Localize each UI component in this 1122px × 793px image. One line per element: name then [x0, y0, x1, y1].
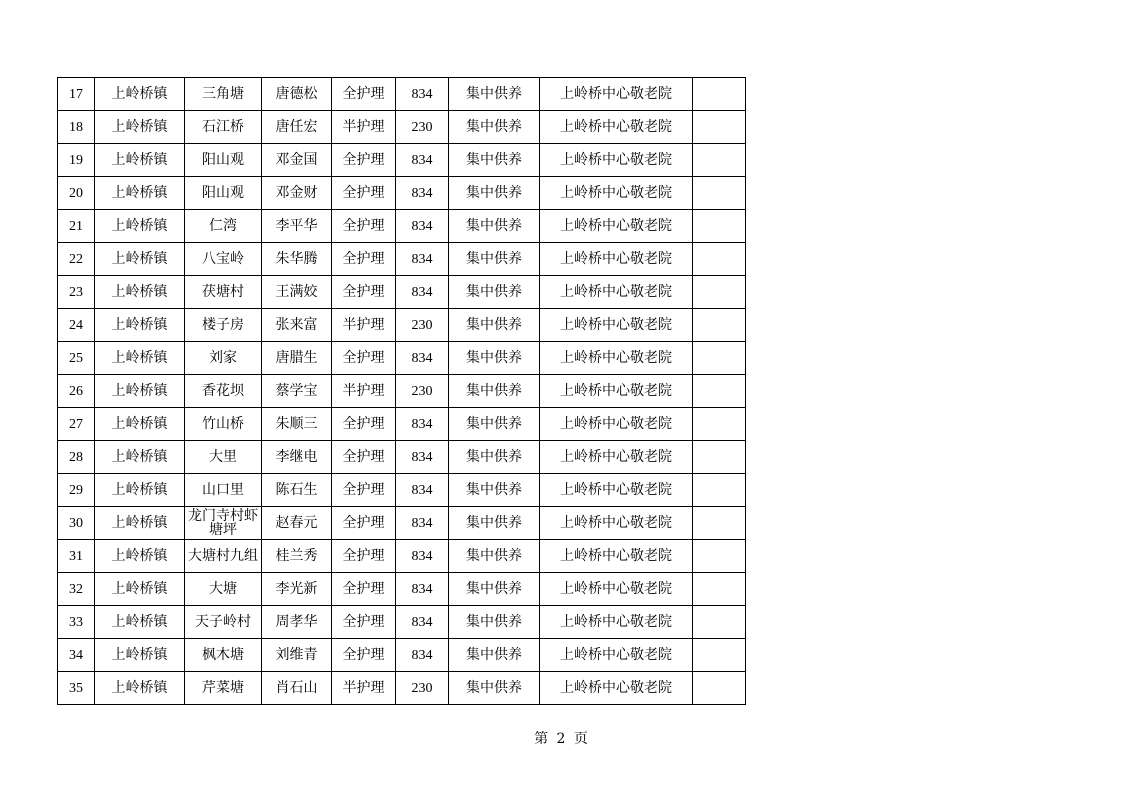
cell-town: 上岭桥镇 — [95, 639, 185, 672]
cell-support-mode: 集中供养 — [449, 210, 540, 243]
cell-serial-number: 22 — [58, 243, 95, 276]
cell-person-name: 李光新 — [262, 573, 332, 606]
cell-serial-number: 21 — [58, 210, 95, 243]
cell-person-name: 唐德松 — [262, 78, 332, 111]
cell-village: 大里 — [185, 441, 262, 474]
cell-care-level: 半护理 — [332, 375, 396, 408]
cell-institution: 上岭桥中心敬老院 — [540, 573, 693, 606]
cell-person-name: 桂兰秀 — [262, 540, 332, 573]
cell-support-mode: 集中供养 — [449, 243, 540, 276]
beneficiary-table — [57, 77, 746, 705]
cell-remark — [693, 342, 746, 375]
cell-person-name: 陈石生 — [262, 474, 332, 507]
cell-remark — [693, 672, 746, 705]
table-row — [58, 210, 746, 243]
cell-support-mode: 集中供养 — [449, 474, 540, 507]
cell-remark — [693, 408, 746, 441]
cell-remark — [693, 276, 746, 309]
cell-village: 刘家 — [185, 342, 262, 375]
cell-town: 上岭桥镇 — [95, 144, 185, 177]
table-row — [58, 111, 746, 144]
cell-person-name: 王满姣 — [262, 276, 332, 309]
cell-amount: 834 — [396, 639, 449, 672]
cell-serial-number: 33 — [58, 606, 95, 639]
cell-serial-number: 23 — [58, 276, 95, 309]
cell-institution: 上岭桥中心敬老院 — [540, 309, 693, 342]
cell-remark — [693, 375, 746, 408]
cell-care-level: 全护理 — [332, 474, 396, 507]
table-row — [58, 375, 746, 408]
cell-remark — [693, 639, 746, 672]
table-row — [58, 408, 746, 441]
cell-amount: 834 — [396, 177, 449, 210]
cell-amount: 834 — [396, 408, 449, 441]
cell-person-name: 刘维青 — [262, 639, 332, 672]
cell-remark — [693, 309, 746, 342]
cell-remark — [693, 243, 746, 276]
cell-person-name: 周孝华 — [262, 606, 332, 639]
cell-serial-number: 19 — [58, 144, 95, 177]
cell-person-name: 李平华 — [262, 210, 332, 243]
cell-town: 上岭桥镇 — [95, 276, 185, 309]
cell-institution: 上岭桥中心敬老院 — [540, 540, 693, 573]
cell-village: 石江桥 — [185, 111, 262, 144]
cell-institution: 上岭桥中心敬老院 — [540, 177, 693, 210]
cell-village: 三角塘 — [185, 78, 262, 111]
table-body — [58, 78, 746, 705]
cell-support-mode: 集中供养 — [449, 573, 540, 606]
cell-amount: 230 — [396, 672, 449, 705]
cell-serial-number: 26 — [58, 375, 95, 408]
cell-remark — [693, 111, 746, 144]
cell-village: 大塘 — [185, 573, 262, 606]
cell-amount: 834 — [396, 573, 449, 606]
cell-serial-number: 18 — [58, 111, 95, 144]
cell-support-mode: 集中供养 — [449, 375, 540, 408]
table-row — [58, 243, 746, 276]
cell-amount: 834 — [396, 540, 449, 573]
cell-support-mode: 集中供养 — [449, 177, 540, 210]
cell-care-level: 全护理 — [332, 639, 396, 672]
cell-support-mode: 集中供养 — [449, 606, 540, 639]
cell-institution: 上岭桥中心敬老院 — [540, 507, 693, 540]
cell-amount: 230 — [396, 111, 449, 144]
cell-care-level: 全护理 — [332, 276, 396, 309]
cell-support-mode: 集中供养 — [449, 639, 540, 672]
cell-serial-number: 28 — [58, 441, 95, 474]
cell-town: 上岭桥镇 — [95, 309, 185, 342]
table-row — [58, 540, 746, 573]
cell-village: 大塘村九组 — [185, 540, 262, 573]
table-row — [58, 507, 746, 540]
cell-town: 上岭桥镇 — [95, 507, 185, 540]
cell-support-mode: 集中供养 — [449, 111, 540, 144]
cell-person-name: 张来富 — [262, 309, 332, 342]
table-row — [58, 441, 746, 474]
cell-serial-number: 30 — [58, 507, 95, 540]
cell-support-mode: 集中供养 — [449, 507, 540, 540]
cell-village: 阳山观 — [185, 144, 262, 177]
cell-support-mode: 集中供养 — [449, 342, 540, 375]
cell-town: 上岭桥镇 — [95, 540, 185, 573]
cell-village: 山口里 — [185, 474, 262, 507]
cell-serial-number: 27 — [58, 408, 95, 441]
cell-institution: 上岭桥中心敬老院 — [540, 111, 693, 144]
cell-serial-number: 35 — [58, 672, 95, 705]
table-row — [58, 672, 746, 705]
cell-care-level: 全护理 — [332, 144, 396, 177]
cell-support-mode: 集中供养 — [449, 276, 540, 309]
table-row — [58, 177, 746, 210]
cell-town: 上岭桥镇 — [95, 78, 185, 111]
cell-amount: 834 — [396, 606, 449, 639]
cell-person-name: 邓金国 — [262, 144, 332, 177]
cell-care-level: 全护理 — [332, 441, 396, 474]
cell-amount: 834 — [396, 507, 449, 540]
cell-institution: 上岭桥中心敬老院 — [540, 276, 693, 309]
cell-remark — [693, 144, 746, 177]
cell-support-mode: 集中供养 — [449, 144, 540, 177]
cell-person-name: 邓金财 — [262, 177, 332, 210]
table-row — [58, 276, 746, 309]
cell-town: 上岭桥镇 — [95, 111, 185, 144]
cell-support-mode: 集中供养 — [449, 78, 540, 111]
cell-serial-number: 31 — [58, 540, 95, 573]
cell-support-mode: 集中供养 — [449, 309, 540, 342]
cell-remark — [693, 210, 746, 243]
cell-village: 竹山桥 — [185, 408, 262, 441]
cell-support-mode: 集中供养 — [449, 408, 540, 441]
cell-care-level: 半护理 — [332, 111, 396, 144]
cell-support-mode: 集中供养 — [449, 672, 540, 705]
cell-town: 上岭桥镇 — [95, 672, 185, 705]
table-row — [58, 474, 746, 507]
cell-amount: 834 — [396, 342, 449, 375]
cell-village: 楼子房 — [185, 309, 262, 342]
cell-town: 上岭桥镇 — [95, 210, 185, 243]
cell-institution: 上岭桥中心敬老院 — [540, 408, 693, 441]
cell-village: 阳山观 — [185, 177, 262, 210]
page-number: 第 2 页 — [534, 731, 588, 747]
cell-care-level: 半护理 — [332, 672, 396, 705]
cell-town: 上岭桥镇 — [95, 408, 185, 441]
cell-town: 上岭桥镇 — [95, 573, 185, 606]
cell-village: 仁湾 — [185, 210, 262, 243]
cell-institution: 上岭桥中心敬老院 — [540, 210, 693, 243]
table-row — [58, 639, 746, 672]
cell-care-level: 全护理 — [332, 177, 396, 210]
table-row — [58, 573, 746, 606]
cell-amount: 834 — [396, 78, 449, 111]
cell-town: 上岭桥镇 — [95, 606, 185, 639]
cell-care-level: 全护理 — [332, 78, 396, 111]
cell-village: 芹菜塘 — [185, 672, 262, 705]
table-row — [58, 144, 746, 177]
cell-person-name: 李继电 — [262, 441, 332, 474]
cell-serial-number: 25 — [58, 342, 95, 375]
cell-person-name: 唐腊生 — [262, 342, 332, 375]
cell-remark — [693, 507, 746, 540]
cell-amount: 834 — [396, 441, 449, 474]
cell-amount: 230 — [396, 309, 449, 342]
cell-town: 上岭桥镇 — [95, 177, 185, 210]
cell-institution: 上岭桥中心敬老院 — [540, 474, 693, 507]
table-row — [58, 78, 746, 111]
cell-amount: 834 — [396, 144, 449, 177]
cell-remark — [693, 78, 746, 111]
cell-village: 香花坝 — [185, 375, 262, 408]
cell-care-level: 全护理 — [332, 342, 396, 375]
cell-institution: 上岭桥中心敬老院 — [540, 78, 693, 111]
cell-institution: 上岭桥中心敬老院 — [540, 606, 693, 639]
cell-person-name: 肖石山 — [262, 672, 332, 705]
cell-serial-number: 24 — [58, 309, 95, 342]
cell-care-level: 全护理 — [332, 408, 396, 441]
cell-town: 上岭桥镇 — [95, 474, 185, 507]
cell-care-level: 全护理 — [332, 573, 396, 606]
cell-town: 上岭桥镇 — [95, 441, 185, 474]
cell-remark — [693, 474, 746, 507]
cell-village: 八宝岭 — [185, 243, 262, 276]
cell-person-name: 赵春元 — [262, 507, 332, 540]
cell-support-mode: 集中供养 — [449, 441, 540, 474]
cell-care-level: 全护理 — [332, 606, 396, 639]
table-row — [58, 342, 746, 375]
cell-remark — [693, 540, 746, 573]
cell-care-level: 全护理 — [332, 540, 396, 573]
table-row — [58, 606, 746, 639]
cell-institution: 上岭桥中心敬老院 — [540, 375, 693, 408]
cell-serial-number: 29 — [58, 474, 95, 507]
cell-institution: 上岭桥中心敬老院 — [540, 639, 693, 672]
cell-institution: 上岭桥中心敬老院 — [540, 441, 693, 474]
cell-serial-number: 17 — [58, 78, 95, 111]
cell-institution: 上岭桥中心敬老院 — [540, 342, 693, 375]
cell-support-mode: 集中供养 — [449, 540, 540, 573]
cell-institution: 上岭桥中心敬老院 — [540, 144, 693, 177]
cell-care-level: 全护理 — [332, 210, 396, 243]
cell-care-level: 全护理 — [332, 507, 396, 540]
cell-village: 天子岭村 — [185, 606, 262, 639]
cell-institution: 上岭桥中心敬老院 — [540, 243, 693, 276]
cell-care-level: 全护理 — [332, 243, 396, 276]
cell-village: 枫木塘 — [185, 639, 262, 672]
cell-remark — [693, 177, 746, 210]
cell-person-name: 朱华腾 — [262, 243, 332, 276]
cell-remark — [693, 573, 746, 606]
cell-amount: 834 — [396, 474, 449, 507]
cell-remark — [693, 441, 746, 474]
cell-amount: 834 — [396, 276, 449, 309]
cell-remark — [693, 606, 746, 639]
cell-serial-number: 32 — [58, 573, 95, 606]
table-row — [58, 309, 746, 342]
cell-person-name: 朱顺三 — [262, 408, 332, 441]
cell-village: 龙门寺村虾塘坪 — [185, 507, 262, 540]
cell-amount: 834 — [396, 243, 449, 276]
cell-person-name: 唐任宏 — [262, 111, 332, 144]
cell-serial-number: 20 — [58, 177, 95, 210]
cell-person-name: 蔡学宝 — [262, 375, 332, 408]
cell-serial-number: 34 — [58, 639, 95, 672]
cell-care-level: 半护理 — [332, 309, 396, 342]
cell-amount: 230 — [396, 375, 449, 408]
cell-village: 茯塘村 — [185, 276, 262, 309]
cell-town: 上岭桥镇 — [95, 375, 185, 408]
cell-town: 上岭桥镇 — [95, 342, 185, 375]
cell-town: 上岭桥镇 — [95, 243, 185, 276]
cell-amount: 834 — [396, 210, 449, 243]
cell-institution: 上岭桥中心敬老院 — [540, 672, 693, 705]
